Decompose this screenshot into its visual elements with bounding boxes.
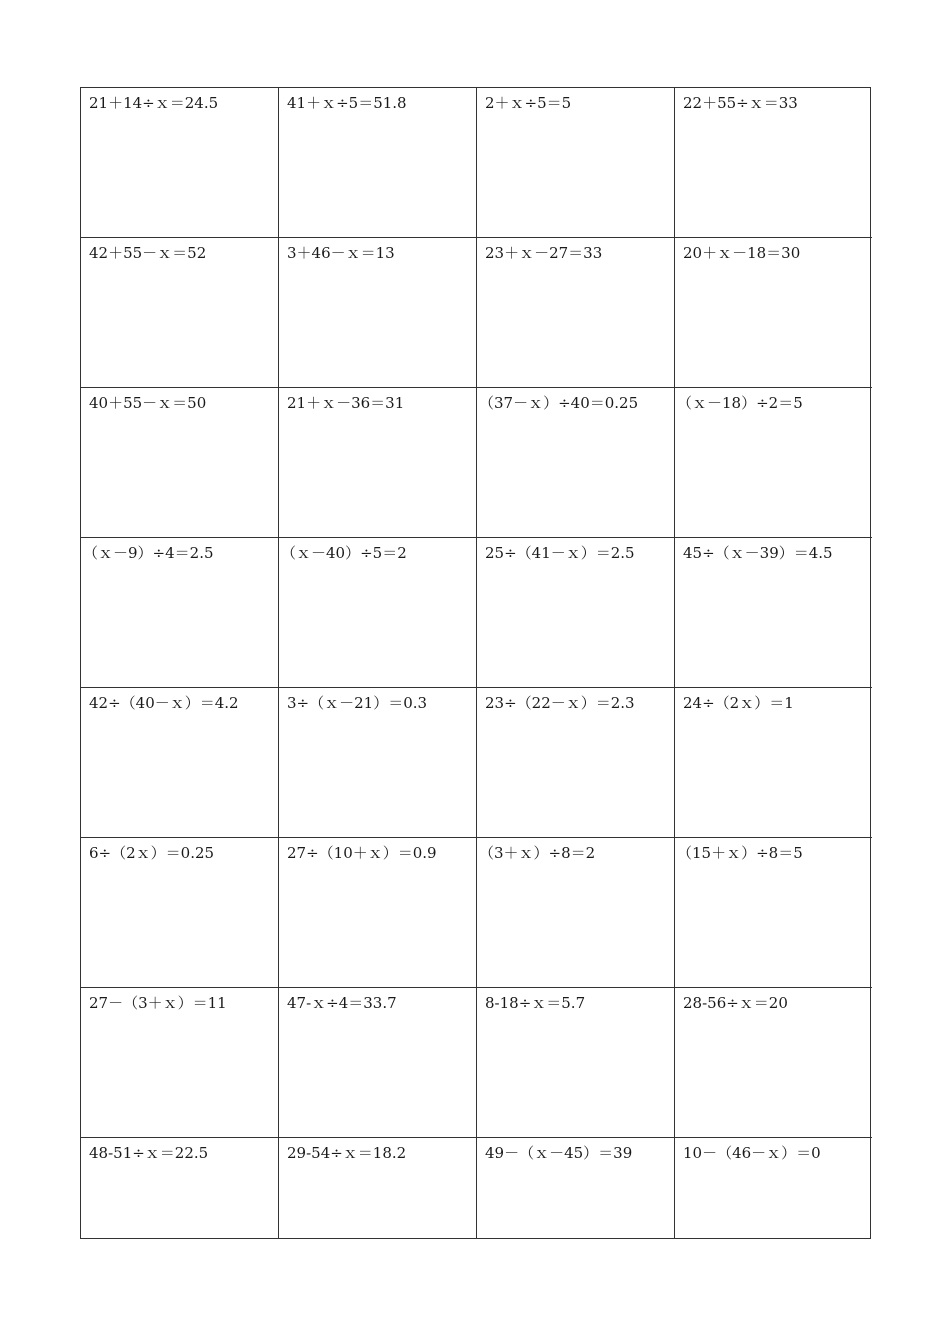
equation-cell: 3＋46－ｘ＝13	[279, 238, 477, 388]
equation-cell: 29-54÷ｘ＝18.2	[279, 1138, 477, 1238]
equation-cell: 25÷（41－ｘ）＝2.5	[477, 538, 675, 688]
equation-cell: （15＋ｘ）÷8＝5	[675, 838, 872, 988]
equation-cell: 8-18÷ｘ＝5.7	[477, 988, 675, 1138]
equation-cell: （ｘ－9）÷4＝2.5	[81, 538, 279, 688]
equation-cell: （37－ｘ）÷40＝0.25	[477, 388, 675, 538]
equation-cell: 41＋ｘ÷5＝51.8	[279, 88, 477, 238]
equation-cell: 22＋55÷ｘ＝33	[675, 88, 872, 238]
equation-cell: 28-56÷ｘ＝20	[675, 988, 872, 1138]
equation-cell: 49－（ｘ－45）＝39	[477, 1138, 675, 1238]
equation-cell: 42＋55－ｘ＝52	[81, 238, 279, 388]
equation-cell: 2＋ｘ÷5＝5	[477, 88, 675, 238]
equation-cell: 45÷（ｘ－39）＝4.5	[675, 538, 872, 688]
equation-cell: 23＋ｘ－27＝33	[477, 238, 675, 388]
equation-worksheet-table	[80, 87, 871, 1239]
equation-cell: 42÷（40－ｘ）＝4.2	[81, 688, 279, 838]
equation-cell: 23÷（22－ｘ）＝2.3	[477, 688, 675, 838]
equation-cell: 10－（46－ｘ）＝0	[683, 1144, 821, 1162]
equation-cell: 40＋55－ｘ＝50	[81, 388, 279, 538]
equation-cell: 24÷（2ｘ）＝1	[675, 688, 872, 838]
equation-cell: （ｘ－18）÷2＝5	[675, 388, 872, 538]
equation-cell: 21＋14÷ｘ＝24.5	[81, 88, 279, 238]
equation-cell: 27÷（10＋ｘ）＝0.9	[279, 838, 477, 988]
equation-cell: 3÷（ｘ－21）＝0.3	[279, 688, 477, 838]
equation-cell: （ｘ－40）÷5＝2	[279, 538, 477, 688]
equation-cell: 6÷（2ｘ）＝0.25	[81, 838, 279, 988]
equation-cell: 20＋ｘ－18＝30	[675, 238, 872, 388]
equation-cell: 48-51÷ｘ＝22.5	[81, 1138, 279, 1238]
equation-cell: 27－（3＋ｘ）＝11	[81, 988, 279, 1138]
equation-cell: 21＋ｘ－36＝31	[279, 388, 477, 538]
equation-cell: （3＋ｘ）÷8＝2	[477, 838, 675, 988]
equation-cell: 47-ｘ÷4＝33.7	[279, 988, 477, 1138]
